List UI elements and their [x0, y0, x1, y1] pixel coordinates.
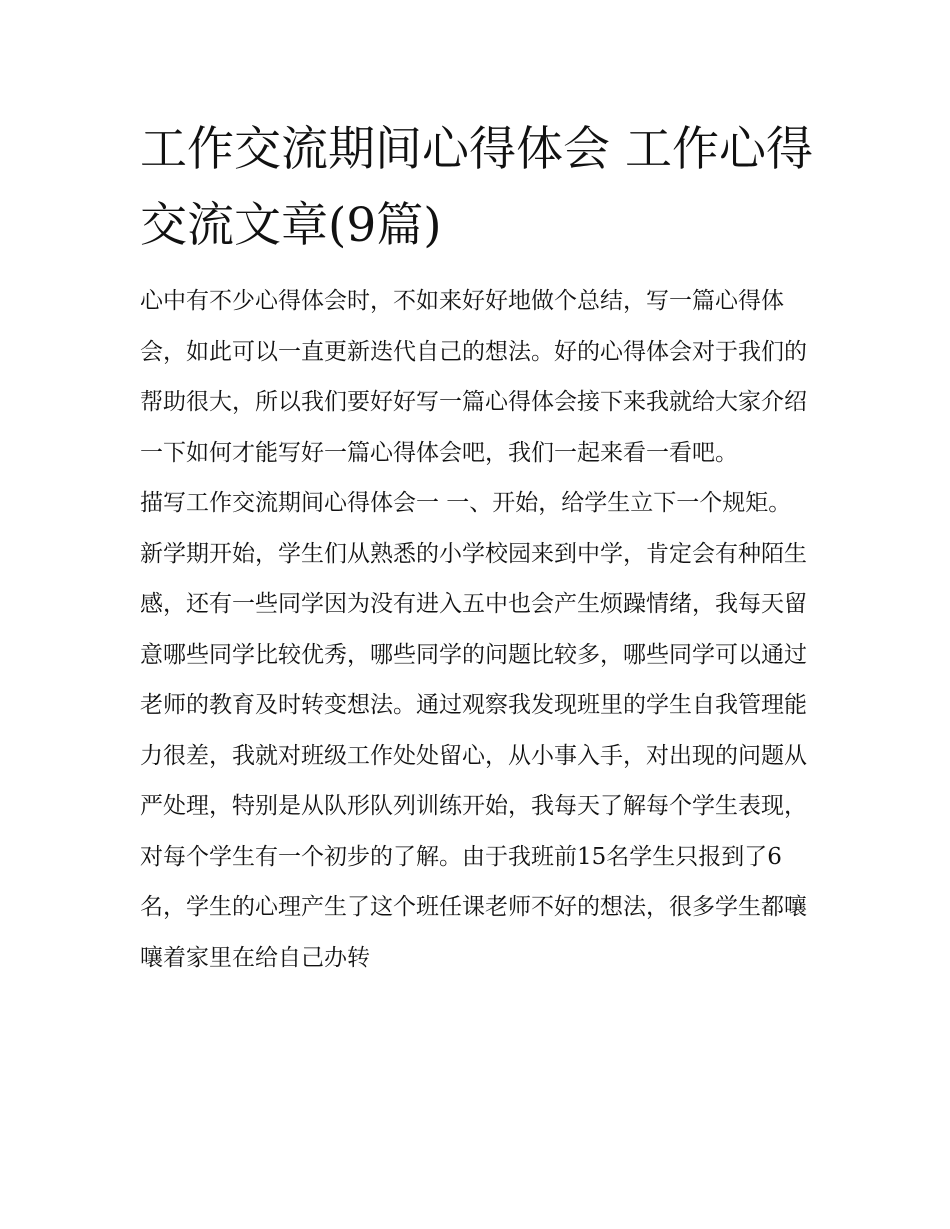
- document-content: [140, 112, 820, 983]
- paragraph-section-heading: 描写工作交流期间心得体会一 一、开始，给学生立下一个规矩。: [140, 490, 792, 516]
- paragraph-body: 新学期开始，学生们从熟悉的小学校园来到中学，肯定会有种陌生感，还有一些同学因为没有进入五中也会产生烦躁情绪，我每天留意哪些同学比较优秀，哪些同学的问题比较多，哪些同学可以通过老师的教育及时转变想法。通过观察我发现班里的学生自我管理能力很差，我就对班级工作处处留心，从小事入手，对出现的问题从严处理，特别是从队形队列训练开始，我每天了解每个学生表现，对每个学生有一个初步的了解。由于我班前15名学生只报到了6名，学生的心理产生了这个班任课老师不好的想法，很多学生都嚷嚷着家里在给自己办转: [140, 540, 807, 971]
- document-title: 工作交流期间心得体会 工作心得交流文章(9篇): [140, 122, 813, 253]
- paragraph-intro: 心中有不少心得体会时，不如来好好地做个总结，写一篇心得体会，如此可以一直更新迭代自己的想法。好的心得体会对于我们的帮助很大，所以我们要好好写一篇心得体会接下来我就给大家介绍一下如何才能写好一篇心得体会吧，我们一起来看一看吧。: [140, 288, 807, 466]
